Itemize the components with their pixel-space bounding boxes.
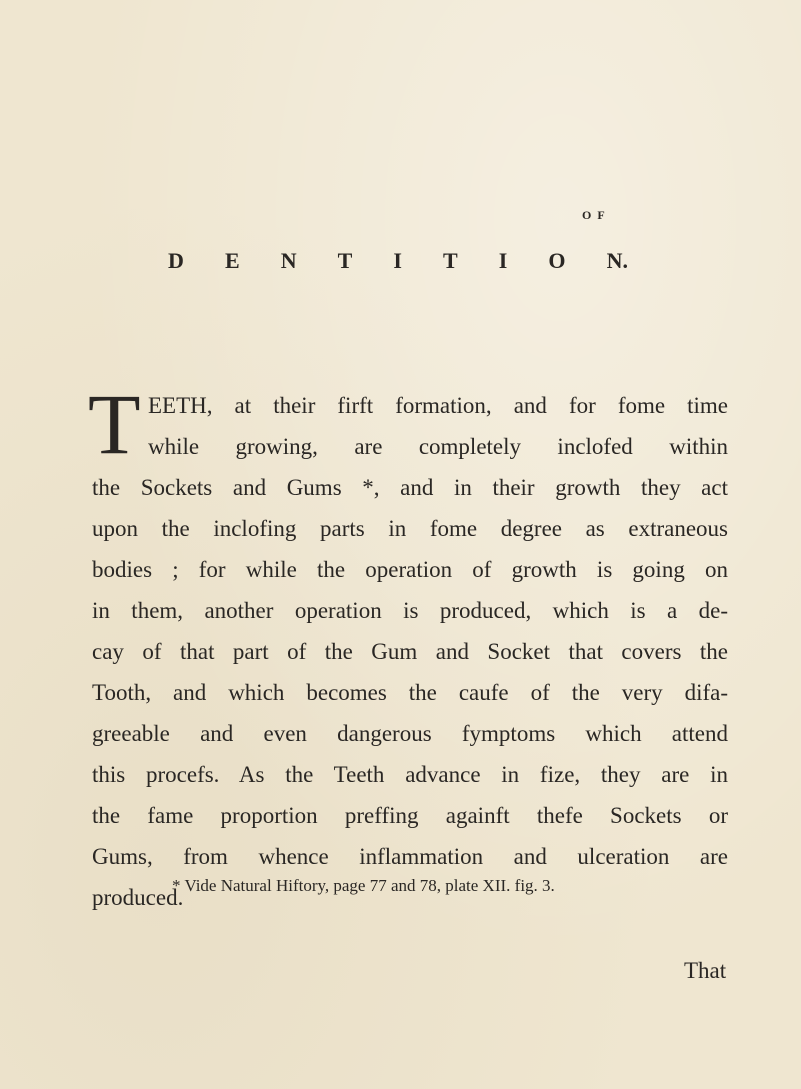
- body-text: [88, 376, 728, 918]
- text-line: upon the inclofing parts in fome degree as extraneous: [92, 516, 728, 541]
- title-letter: N.: [606, 248, 628, 273]
- text-line: this procefs. As the Teeth advance in fize, they are in: [92, 762, 728, 787]
- text-line: Tooth, and which becomes the caufe of the very difa-: [92, 680, 728, 705]
- title-letter: E: [224, 248, 240, 273]
- title-letter: N: [280, 248, 297, 273]
- text-line: greeable and even dangerous fymptoms which attend: [92, 721, 728, 746]
- text-line: the Sockets and Gums *, and in their growth they act: [92, 475, 728, 500]
- text-line: EETH, at their firft formation, and for fome time: [148, 393, 728, 418]
- page-title: [168, 248, 628, 274]
- text-line: bodies ; for while the operation of growth is going on: [92, 557, 728, 582]
- text-line: in them, another operation is produced, which is a de-: [92, 598, 728, 623]
- title-letter: I: [498, 248, 508, 273]
- title-letter: T: [443, 248, 458, 273]
- text-line: Gums, from whence inflammation and ulceration are: [92, 844, 728, 869]
- opening-lines: [148, 385, 728, 467]
- text-line: produced.: [92, 885, 184, 910]
- text-line: cay of that part of the Gum and Socket that covers the: [92, 639, 728, 664]
- text-line: the fame proportion preffing againft thefe Sockets or: [92, 803, 728, 828]
- title-letter: T: [337, 248, 353, 273]
- title-letter: D: [168, 248, 184, 273]
- catchword: That: [684, 958, 727, 983]
- title-letter: O: [548, 248, 566, 273]
- opening-block: [88, 376, 728, 472]
- footnote: * Vide Natural Hiftory, page 77 and 78, plate XII. fig. 3.: [172, 876, 555, 895]
- text-line: while growing, are completely inclofed within: [148, 434, 728, 459]
- drop-cap: T: [88, 376, 141, 472]
- title-letter: I: [393, 248, 402, 273]
- running-head: OF: [582, 208, 611, 222]
